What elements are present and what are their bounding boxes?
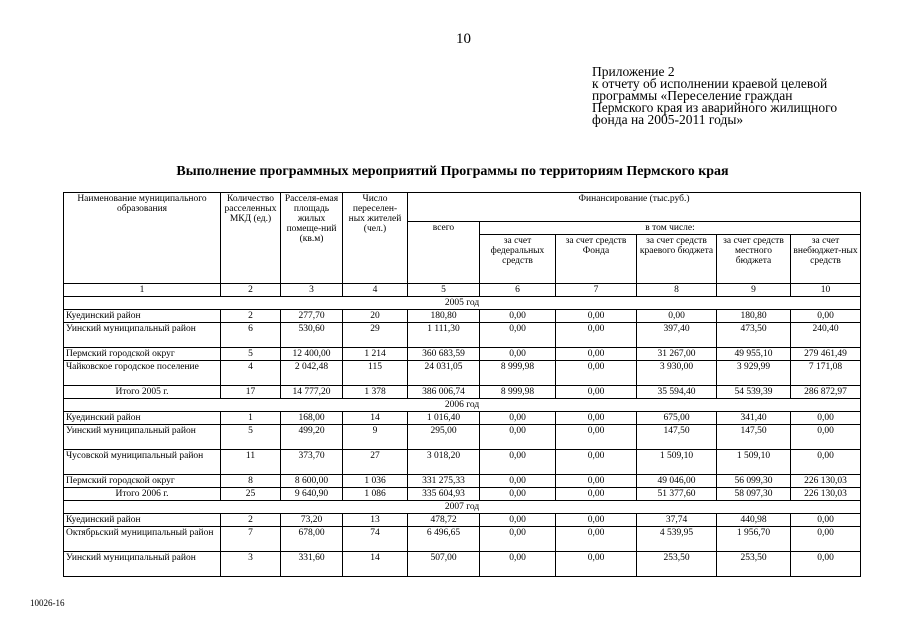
cell-regional: 0,00 <box>637 310 717 323</box>
column-number: 9 <box>717 284 791 297</box>
cell-mkd: 5 <box>221 425 281 450</box>
cell-people: 29 <box>343 323 408 348</box>
header-total: всего <box>408 222 480 284</box>
cell-mkd: 5 <box>221 348 281 361</box>
total-local: 54 539,39 <box>717 386 791 399</box>
cell-extra: 226 130,03 <box>791 475 861 488</box>
cell-total: 1 111,30 <box>408 323 480 348</box>
total-fund: 0,00 <box>556 488 637 501</box>
cell-fund: 0,00 <box>556 425 637 450</box>
cell-regional: 1 509,10 <box>637 450 717 475</box>
cell-people: 1 036 <box>343 475 408 488</box>
cell-total: 360 683,59 <box>408 348 480 361</box>
total-total: 335 604,93 <box>408 488 480 501</box>
cell-name: Чусовской муниципальный район <box>64 450 221 475</box>
appendix-line: фонда на 2005-2011 годы» <box>592 112 744 127</box>
cell-area: 168,00 <box>281 412 343 425</box>
header-people: Число переселен-ных жителей (чел.) <box>343 193 408 284</box>
page-number: 10 <box>456 31 471 47</box>
header-mkd: Количество расселенных МКД (ед.) <box>221 193 281 284</box>
header-area: Расселя-емая площадь жилых помеще-ний (кв.м) <box>281 193 343 284</box>
table-row <box>64 475 861 488</box>
cell-regional: 147,50 <box>637 425 717 450</box>
column-number: 4 <box>343 284 408 297</box>
cell-federal: 0,00 <box>480 552 556 577</box>
cell-local: 341,40 <box>717 412 791 425</box>
cell-area: 331,60 <box>281 552 343 577</box>
cell-local: 49 955,10 <box>717 348 791 361</box>
cell-people: 27 <box>343 450 408 475</box>
table-row <box>64 527 861 552</box>
header-including: в том числе: <box>480 222 861 235</box>
cell-regional: 397,40 <box>637 323 717 348</box>
header-extra: за счет внебюджет-ных средств <box>791 235 861 284</box>
column-number: 1 <box>64 284 221 297</box>
cell-fund: 0,00 <box>556 552 637 577</box>
cell-name: Куединский район <box>64 310 221 323</box>
total-name: Итого 2005 г. <box>64 386 221 399</box>
cell-area: 530,60 <box>281 323 343 348</box>
cell-area: 73,20 <box>281 514 343 527</box>
total-federal: 0,00 <box>480 488 556 501</box>
cell-name: Пермский городской округ <box>64 475 221 488</box>
cell-local: 253,50 <box>717 552 791 577</box>
cell-name: Пермский городской округ <box>64 348 221 361</box>
cell-total: 1 016,40 <box>408 412 480 425</box>
cell-local: 180,80 <box>717 310 791 323</box>
cell-local: 56 099,30 <box>717 475 791 488</box>
total-row <box>64 386 861 399</box>
cell-total: 295,00 <box>408 425 480 450</box>
table-row <box>64 450 861 475</box>
column-number: 10 <box>791 284 861 297</box>
cell-mkd: 7 <box>221 527 281 552</box>
total-mkd: 17 <box>221 386 281 399</box>
total-people: 1 086 <box>343 488 408 501</box>
appendix-line: к отчету об исполнении краевой целевой <box>592 76 828 91</box>
cell-local: 1 956,70 <box>717 527 791 552</box>
column-number: 7 <box>556 284 637 297</box>
header-federal: за счет федеральных средств <box>480 235 556 284</box>
cell-extra: 0,00 <box>791 514 861 527</box>
cell-regional: 253,50 <box>637 552 717 577</box>
header-fund: за счет средств Фонда <box>556 235 637 284</box>
column-number-row <box>64 284 861 297</box>
header-financing: Финансирование (тыс.руб.) <box>408 193 861 222</box>
total-local: 58 097,30 <box>717 488 791 501</box>
total-area: 14 777,20 <box>281 386 343 399</box>
table-row <box>64 425 861 450</box>
cell-total: 6 496,65 <box>408 527 480 552</box>
appendix-line: программы «Переселение граждан <box>592 88 793 103</box>
cell-people: 14 <box>343 552 408 577</box>
cell-mkd: 2 <box>221 514 281 527</box>
cell-local: 473,50 <box>717 323 791 348</box>
cell-area: 499,20 <box>281 425 343 450</box>
cell-people: 9 <box>343 425 408 450</box>
cell-area: 8 600,00 <box>281 475 343 488</box>
total-extra: 226 130,03 <box>791 488 861 501</box>
cell-people: 20 <box>343 310 408 323</box>
year-heading: 2005 год <box>64 297 861 310</box>
total-mkd: 25 <box>221 488 281 501</box>
cell-fund: 0,00 <box>556 527 637 552</box>
table-row <box>64 412 861 425</box>
cell-extra: 0,00 <box>791 450 861 475</box>
cell-regional: 675,00 <box>637 412 717 425</box>
cell-name: Куединский район <box>64 514 221 527</box>
total-total: 386 006,74 <box>408 386 480 399</box>
cell-federal: 0,00 <box>480 348 556 361</box>
cell-people: 1 214 <box>343 348 408 361</box>
total-regional: 35 594,40 <box>637 386 717 399</box>
cell-fund: 0,00 <box>556 514 637 527</box>
total-name: Итого 2006 г. <box>64 488 221 501</box>
cell-regional: 31 267,00 <box>637 348 717 361</box>
cell-area: 2 042,48 <box>281 361 343 386</box>
table-row <box>64 310 861 323</box>
cell-fund: 0,00 <box>556 310 637 323</box>
total-federal: 8 999,98 <box>480 386 556 399</box>
table-row <box>64 552 861 577</box>
cell-extra: 0,00 <box>791 412 861 425</box>
cell-area: 678,00 <box>281 527 343 552</box>
header-name: Наименование муниципального образования <box>64 193 221 284</box>
cell-mkd: 6 <box>221 323 281 348</box>
cell-name: Чайковское городское поселение <box>64 361 221 386</box>
cell-total: 3 018,20 <box>408 450 480 475</box>
cell-mkd: 1 <box>221 412 281 425</box>
table-row <box>64 361 861 386</box>
cell-local: 1 509,10 <box>717 450 791 475</box>
cell-area: 12 400,00 <box>281 348 343 361</box>
cell-name: Уинский муниципальный район <box>64 552 221 577</box>
cell-federal: 0,00 <box>480 310 556 323</box>
year-row <box>64 399 861 412</box>
cell-name: Куединский район <box>64 412 221 425</box>
table-header <box>64 193 861 284</box>
cell-extra: 279 461,49 <box>791 348 861 361</box>
total-row <box>64 488 861 501</box>
column-number: 3 <box>281 284 343 297</box>
cell-extra: 240,40 <box>791 323 861 348</box>
cell-fund: 0,00 <box>556 475 637 488</box>
cell-regional: 49 046,00 <box>637 475 717 488</box>
header-local: за счет средств местного бюджета <box>717 235 791 284</box>
cell-extra: 7 171,08 <box>791 361 861 386</box>
cell-mkd: 4 <box>221 361 281 386</box>
column-number: 5 <box>408 284 480 297</box>
cell-federal: 0,00 <box>480 527 556 552</box>
appendix-caption <box>592 66 892 126</box>
cell-mkd: 2 <box>221 310 281 323</box>
column-number: 6 <box>480 284 556 297</box>
appendix-line: Приложение 2 <box>592 64 675 79</box>
table-row <box>64 514 861 527</box>
year-heading: 2007 год <box>64 501 861 514</box>
financing-table <box>63 192 861 577</box>
cell-federal: 0,00 <box>480 425 556 450</box>
cell-fund: 0,00 <box>556 323 637 348</box>
cell-total: 24 031,05 <box>408 361 480 386</box>
footer-code: 10026-16 <box>30 598 65 608</box>
cell-name: Уинский муниципальный район <box>64 425 221 450</box>
year-row <box>64 297 861 310</box>
total-fund: 0,00 <box>556 386 637 399</box>
cell-extra: 0,00 <box>791 527 861 552</box>
cell-people: 74 <box>343 527 408 552</box>
cell-federal: 8 999,98 <box>480 361 556 386</box>
cell-extra: 0,00 <box>791 552 861 577</box>
cell-fund: 0,00 <box>556 412 637 425</box>
cell-federal: 0,00 <box>480 475 556 488</box>
cell-area: 277,70 <box>281 310 343 323</box>
total-people: 1 378 <box>343 386 408 399</box>
cell-federal: 0,00 <box>480 412 556 425</box>
cell-mkd: 8 <box>221 475 281 488</box>
cell-regional: 37,74 <box>637 514 717 527</box>
cell-name: Октябрьский муниципальный район <box>64 527 221 552</box>
cell-local: 440,98 <box>717 514 791 527</box>
document-title: Выполнение программных мероприятий Программы по территориям Пермского края <box>176 164 729 179</box>
cell-federal: 0,00 <box>480 514 556 527</box>
cell-mkd: 3 <box>221 552 281 577</box>
cell-total: 180,80 <box>408 310 480 323</box>
cell-local: 147,50 <box>717 425 791 450</box>
cell-extra: 0,00 <box>791 310 861 323</box>
cell-people: 115 <box>343 361 408 386</box>
year-heading: 2006 год <box>64 399 861 412</box>
cell-local: 3 929,99 <box>717 361 791 386</box>
cell-federal: 0,00 <box>480 323 556 348</box>
total-extra: 286 872,97 <box>791 386 861 399</box>
cell-people: 14 <box>343 412 408 425</box>
cell-fund: 0,00 <box>556 348 637 361</box>
cell-mkd: 11 <box>221 450 281 475</box>
appendix-line: Пермского края из аварийного жилищного <box>592 100 838 115</box>
header-regional: за счет средств краевого бюджета <box>637 235 717 284</box>
cell-regional: 4 539,95 <box>637 527 717 552</box>
total-area: 9 640,90 <box>281 488 343 501</box>
cell-fund: 0,00 <box>556 450 637 475</box>
column-number: 2 <box>221 284 281 297</box>
cell-name: Уинский муниципальный район <box>64 323 221 348</box>
cell-total: 478,72 <box>408 514 480 527</box>
year-row <box>64 501 861 514</box>
table-body <box>64 284 861 577</box>
table-row <box>64 323 861 348</box>
total-regional: 51 377,60 <box>637 488 717 501</box>
cell-federal: 0,00 <box>480 450 556 475</box>
cell-extra: 0,00 <box>791 425 861 450</box>
cell-fund: 0,00 <box>556 361 637 386</box>
cell-total: 331 275,33 <box>408 475 480 488</box>
cell-regional: 3 930,00 <box>637 361 717 386</box>
cell-total: 507,00 <box>408 552 480 577</box>
cell-area: 373,70 <box>281 450 343 475</box>
cell-people: 13 <box>343 514 408 527</box>
table-row <box>64 348 861 361</box>
column-number: 8 <box>637 284 717 297</box>
